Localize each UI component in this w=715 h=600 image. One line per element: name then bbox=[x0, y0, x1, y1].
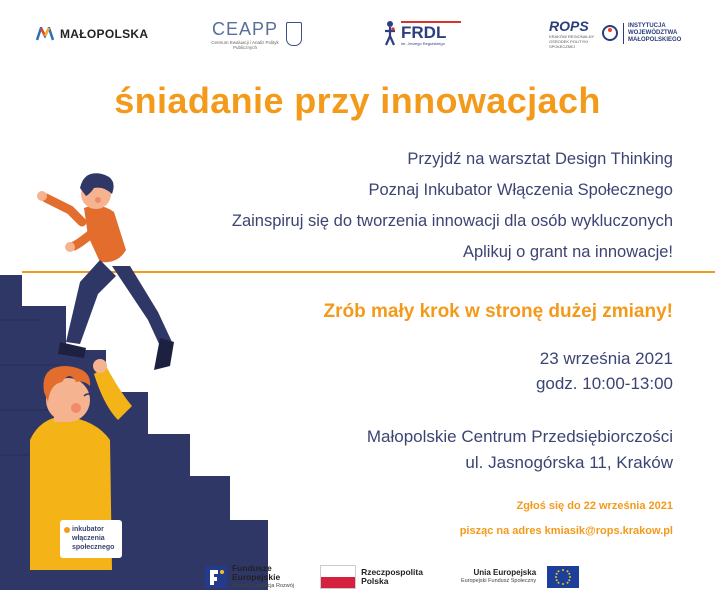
application-deadline: Zgłoś się do 22 września 2021 bbox=[516, 500, 673, 512]
malopolska-logo-text: MAŁOPOLSKA bbox=[60, 27, 149, 41]
malopolska-logo bbox=[36, 24, 148, 44]
rops-subtitle: KRAKÓW REGIONALNY OŚRODEK POLITYKI SPOŁECZNEJ bbox=[549, 33, 595, 49]
ceapp-name: CEAPP bbox=[211, 18, 279, 39]
rp-line1: Rzeczpospolita bbox=[361, 567, 423, 577]
venue-name: Małopolskie Centrum Przedsiębiorczości bbox=[366, 427, 673, 446]
agenda-item: Zainspiruj się do tworzenia innowacji dla osób wykluczonych bbox=[231, 212, 673, 230]
poland-flag-icon bbox=[320, 565, 356, 589]
fundusze-europejskie-logo bbox=[205, 564, 294, 591]
event-date: 23 września 2021 bbox=[539, 349, 673, 368]
fe-line1: Fundusze bbox=[232, 562, 272, 573]
funding-logos bbox=[205, 560, 579, 594]
agenda-item: Aplikuj o grant na innowacje! bbox=[462, 243, 673, 261]
application-email[interactable]: pisząc na adres kmiasik@rops.krakow.pl bbox=[459, 525, 673, 537]
agenda-item: Poznaj Inkubator Włączenia Społecznego bbox=[368, 181, 673, 199]
person-icon bbox=[383, 20, 397, 46]
rops-name: ROPS bbox=[549, 17, 589, 34]
frdl-subtitle: im. Jerzego Regulskiego bbox=[401, 40, 445, 46]
slogan: Zrób mały krok w stronę dużej zmiany! bbox=[323, 301, 673, 322]
frdl-name: FRDL bbox=[401, 22, 447, 42]
malopolska-mark-icon bbox=[36, 27, 54, 41]
page-title: śniadanie przy innowacjach bbox=[114, 80, 601, 121]
badge-line: społecznego bbox=[72, 544, 115, 551]
shield-icon bbox=[286, 22, 302, 46]
unia-europejska-logo bbox=[461, 566, 579, 588]
rops-logo bbox=[549, 16, 690, 50]
rops-emblem-icon bbox=[601, 24, 619, 42]
ue-subtitle: Europejski Fundusz Społeczny bbox=[460, 578, 537, 584]
rzeczpospolita-polska-logo bbox=[320, 565, 423, 589]
ceapp-subtitle: Centrum Ewaluacji i Analiz Polityk Publicznych bbox=[211, 39, 279, 50]
ue-name: Unia Europejska bbox=[473, 568, 537, 577]
frdl-logo bbox=[383, 18, 461, 48]
badge-line: włączenia bbox=[72, 535, 105, 542]
fe-star-icon bbox=[205, 566, 227, 588]
eu-flag-icon bbox=[547, 566, 579, 588]
agenda-item: Przyjdź na warsztat Design Thinking bbox=[407, 150, 673, 168]
badge-line: inkubator bbox=[72, 526, 104, 533]
fe-subtitle: Wiedza Edukacja Rozwój bbox=[232, 582, 295, 589]
event-time: godz. 10:00-13:00 bbox=[535, 374, 673, 393]
rops-institution: INSTYTUCJA WOJEWÓDZTWA MAŁOPOLSKIEGO bbox=[623, 23, 690, 44]
venue-address: ul. Jasnogórska 11, Kraków bbox=[465, 453, 673, 472]
stairs-illustration bbox=[0, 170, 300, 590]
fe-line2: Europejskie bbox=[232, 571, 281, 582]
ceapp-logo bbox=[210, 16, 302, 52]
rp-line2: Polska bbox=[361, 576, 389, 586]
